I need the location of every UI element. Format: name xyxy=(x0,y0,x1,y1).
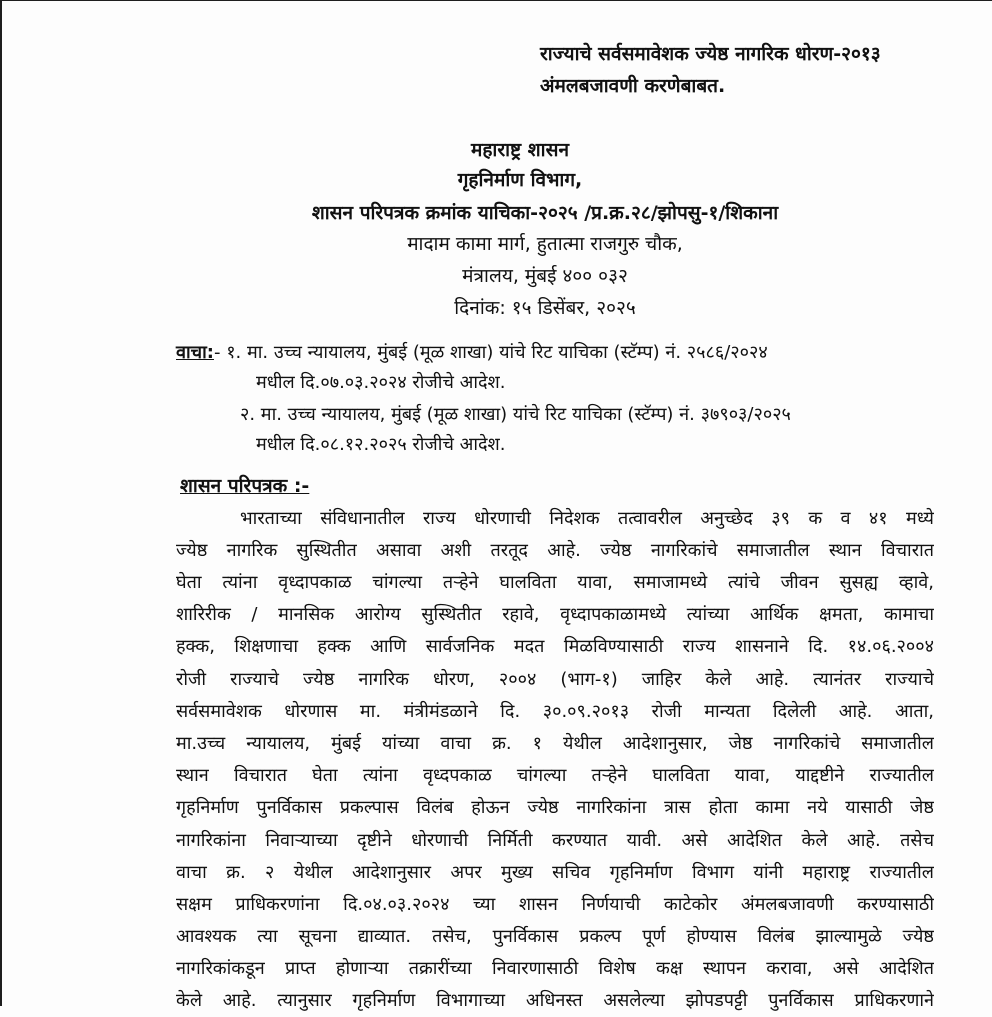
body-line: वाचा क्र. २ येथील आदेशानुसार अपर मुख्य सचिव गृहनिर्माण विभाग यांनी महाराष्ट्र राज्यातील xyxy=(176,862,934,883)
body-line: ज्येष्ठ नागरिक सुस्थितीत असावा अशी तरतूद आहे. ज्येष्ठ नागरिकांचे समाजातील स्थान विचारात xyxy=(176,540,934,561)
subject-line-1: राज्याचे सर्वसमावेशक ज्येष्ठ नागरिक धोरण-२०१३ xyxy=(540,43,881,65)
reference-text: १. मा. उच्च न्यायालय, मुंबई (मूळ शाखा) यांचे रिट याचिका (स्टॅम्प) नं. २५८६/२०२४ xyxy=(226,342,768,363)
body-line: मा.उच्च न्यायालय, मुंबई यांच्या वाचा क्र. १ येथील आदेशानुसार, जेष्ठ नागरिकांचे समाजातील xyxy=(176,733,934,754)
body-line: हक्क, शिक्षणाचा हक्क आणि सार्वजनिक मदत मिळविण्यासाठी राज्य शासनाने दि. १४.०६.२००४ xyxy=(176,636,934,657)
body-line: घेता त्यांना वृध्दापकाळ चांगल्या तऱ्हेने घालविता यावा, समाजामध्ये त्यांचे जीवन सुसह्य व्हावे, xyxy=(176,572,934,593)
body-line: सक्षम प्राधिकरणांना दि.०४.०३.२०२४ च्या शासन निर्णयाची काटेकोर अंमलबजावणी करण्यासाठी xyxy=(176,894,934,915)
body-line: शारिरीक / मानसिक आरोग्य सुस्थितीत रहावे, वृध्दापकाळामध्ये त्यांच्या आर्थिक क्षमता, कामाचा xyxy=(176,604,934,625)
body-line: गृहनिर्माण पुनर्विकास प्रकल्पास विलंब होऊन ज्येष्ठ नागरिकांना त्रास होता कामा नये यासाठी जेष्ठ xyxy=(176,797,934,818)
body-line: नागरिकांकडून प्राप्त होणाऱ्या तक्रारींच्या निवारणासाठी विशेष कक्ष स्थापन करावा, असे आदेशित xyxy=(176,958,934,979)
address-line-1: मादाम कामा मार्ग, हुतात्मा राजगुरु चौक, xyxy=(407,233,683,255)
reference-dash: - xyxy=(213,342,227,363)
body-line: केले आहे. त्यानुसार गृहनिर्माण विभागाच्या अधिनस्त असलेल्या झोपडपट्टी पुनर्विकास प्राधिकरणाने xyxy=(176,990,934,1011)
body-line: स्थान विचारात घेता त्यांना वृध्दपकाळ चांगल्या तऱ्हेने घालविता यावा, याद्दष्टीने राज्यातील xyxy=(176,765,934,786)
circular-section-title: शासन परिपत्रक :- xyxy=(180,475,310,497)
reference-item-2-line-2: मधील दि.०८.१२.२०२५ रोजीचे आदेश. xyxy=(256,434,506,455)
reference-label: वाचा: xyxy=(176,342,214,363)
reference-item-2-line-1: २. मा. उच्च न्यायालय, मुंबई (मूळ शाखा) यांचे रिट याचिका (स्टॅम्प) नं. ३७९०३/२०२५ xyxy=(240,404,791,425)
body-line: आवश्यक त्या सूचना द्याव्यात. तसेच, पुनर्विकास प्रकल्प पूर्ण होण्यास विलंब झाल्यामुळे ज्येष्ठ xyxy=(176,926,934,947)
reference-item-1-line-1 xyxy=(176,338,768,368)
body-line: रोजी राज्याचे ज्येष्ठ नागरिक धोरण, २००४ (भाग-१) जाहिर केले आहे. त्यानंतर राज्याचे xyxy=(176,669,934,690)
subject-block xyxy=(540,38,881,102)
circular-date: दिनांक: १५ डिसेंबर, २०२५ xyxy=(454,297,636,319)
body-line: सर्वसमावेशक धोरणास मा. मंत्रीमंडळाने दि. ३०.०९.२०१३ रोजी मान्यता दिलेली आहे. आता, xyxy=(176,701,934,722)
body-line: भारताच्या संविधानातील राज्य धोरणाची निदेशक तत्वावरील अनुच्छेद ३९ क व ४१ मध्ये xyxy=(240,508,934,529)
subject-line-2: अंमलबजावणी करणेबाबत. xyxy=(540,75,726,97)
address-line-2: मंत्रालय, मुंबई ४०० ०३२ xyxy=(462,265,628,287)
reference-item-1-line-2: मधील दि.०७.०३.२०२४ रोजीचे आदेश. xyxy=(256,372,506,393)
government-name: महाराष्ट्र शासन xyxy=(470,139,569,161)
department-name: गृहनिर्माण विभाग, xyxy=(457,169,583,191)
circular-number: शासन परिपत्रक क्रमांक याचिका-२०२५ /प्र.क्र.२८/झोपसु-१/शिकाना xyxy=(311,202,779,224)
body-line: नागरिकांना निवाऱ्याच्या दृष्टीने धोरणाची निर्मिती करण्यात यावी. असे आदेशित केले आहे. तसेच xyxy=(176,830,934,851)
